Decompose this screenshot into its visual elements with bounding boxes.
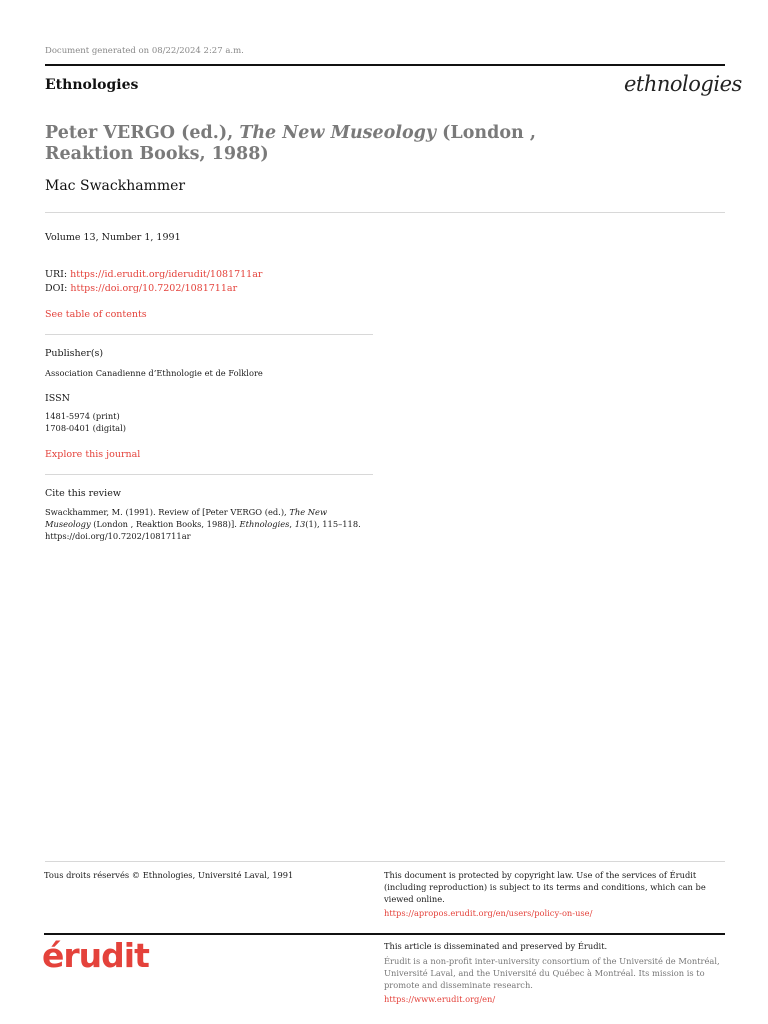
volume-info: Volume 13, Number 1, 1991 bbox=[45, 232, 181, 243]
erudit-logo bbox=[42, 936, 149, 975]
publisher-name: Association Canadienne d’Ethnologie et de Folklore bbox=[45, 368, 263, 378]
article-author: Mac Swackhammer bbox=[45, 178, 186, 194]
title-part-1: Peter VERGO (ed.), bbox=[45, 123, 240, 143]
citation-part: (London , Reaktion Books, 1988)]. bbox=[90, 519, 240, 529]
policy-link[interactable]: https://apropos.erudit.org/en/users/policy-on-use/ bbox=[384, 908, 593, 918]
section-divider bbox=[45, 474, 373, 475]
article-title bbox=[45, 123, 605, 165]
footer-divider-bold bbox=[44, 933, 725, 935]
issn-print: 1481-5974 (print) bbox=[45, 411, 120, 421]
doi-link[interactable]: https://doi.org/10.7202/1081711ar bbox=[70, 283, 238, 294]
erudit-website-link[interactable]: https://www.erudit.org/en/ bbox=[384, 994, 496, 1004]
uri-label: URI: bbox=[45, 269, 71, 280]
publisher-label: Publisher(s) bbox=[45, 348, 104, 359]
journal-name: Ethnologies bbox=[45, 77, 139, 93]
citation-part: (1), 115–118. https://doi.org/10.7202/1081711ar bbox=[45, 519, 361, 541]
dissemination-notice: This article is disseminated and preserved by Érudit. bbox=[384, 941, 608, 951]
citation-journal: Ethnologies bbox=[239, 519, 290, 529]
uri-link[interactable]: https://id.erudit.org/iderudit/1081711ar bbox=[70, 269, 263, 280]
section-divider bbox=[45, 334, 373, 335]
journal-logo bbox=[624, 72, 742, 96]
doi-line bbox=[45, 282, 237, 295]
title-book-name: The New Museology bbox=[239, 123, 437, 143]
table-of-contents-link[interactable]: See table of contents bbox=[45, 309, 147, 320]
generation-date: Document generated on 08/22/2024 2:27 a.m. bbox=[45, 46, 244, 56]
footer-divider bbox=[45, 861, 725, 862]
issn-digital: 1708-0401 (digital) bbox=[45, 423, 127, 433]
cite-label: Cite this review bbox=[45, 488, 121, 499]
title-divider bbox=[45, 212, 725, 213]
citation-part: , bbox=[289, 519, 295, 529]
explore-journal-link[interactable]: Explore this journal bbox=[45, 449, 141, 460]
citation-text bbox=[45, 506, 375, 542]
citation-book: The New Museology bbox=[45, 507, 328, 529]
erudit-description: Érudit is a non-profit inter-university consortium of the Université de Montréal, Université Laval, and the Université du Québec à Montréal. Its mission is to promote and disseminate research. bbox=[384, 956, 720, 990]
journal-logo-text: ethnologies bbox=[624, 72, 742, 96]
issn-label: ISSN bbox=[45, 393, 70, 404]
header-divider bbox=[45, 64, 725, 66]
copyright-notice: This document is protected by copyright law. Use of the services of Érudit (including reproduction) is subject to its terms and conditions, which can be viewed online. bbox=[384, 870, 706, 904]
citation-part: Swackhammer, M. (1991). Review of [Peter VERGO (ed.), bbox=[45, 507, 290, 517]
rights-statement: Tous droits réservés © Ethnologies, Université Laval, 1991 bbox=[44, 870, 294, 880]
erudit-logo-text: érudit bbox=[42, 936, 149, 975]
doi-label: DOI: bbox=[45, 283, 71, 294]
uri-line bbox=[45, 268, 262, 281]
title-part-2: (London , Reaktion Books, 1988) bbox=[45, 123, 536, 164]
citation-volume: 13 bbox=[294, 519, 306, 529]
